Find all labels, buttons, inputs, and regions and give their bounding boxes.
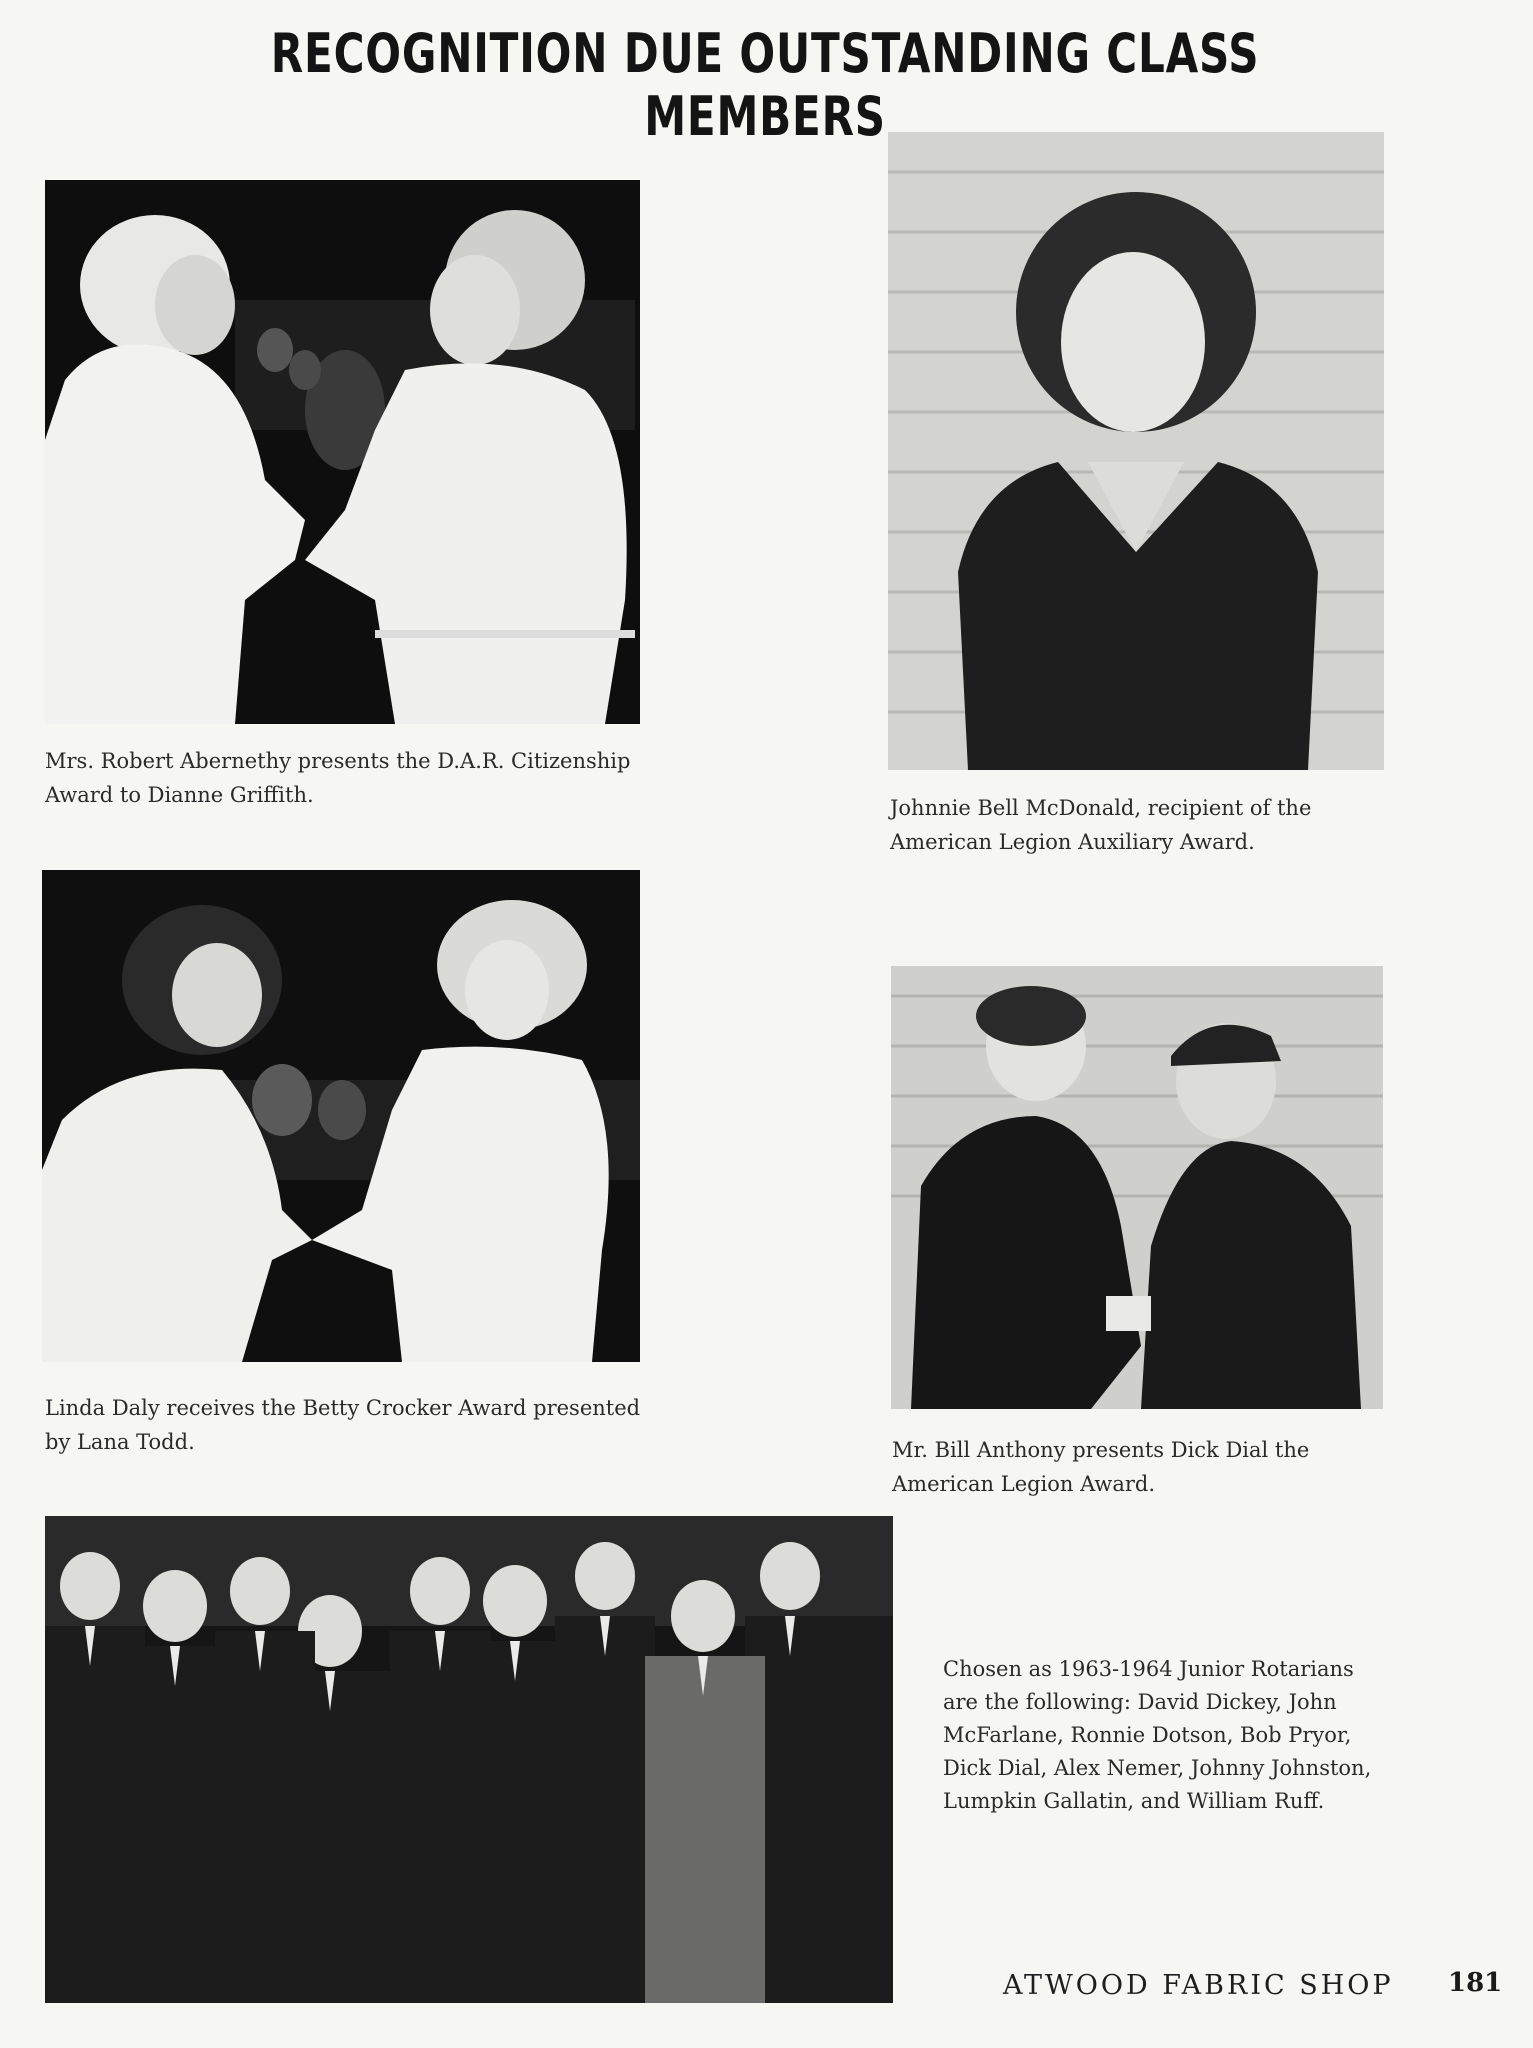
- photo-dar-award: [45, 180, 640, 724]
- caption-legion-auxiliary: Johnnie Bell McDonald, recipient of the American Legion Auxiliary Award.: [890, 796, 1312, 854]
- page-headline: RECOGNITION DUE OUTSTANDING CLASS MEMBERS: [270, 22, 1260, 148]
- photo-junior-rotarians: [45, 1516, 893, 2003]
- caption-legion-award: Mr. Bill Anthony presents Dick Dial the American Legion Award.: [892, 1438, 1310, 1496]
- caption-junior-rotarians: Chosen as 1963-1964 Junior Rotarians are the following: David Dickey, John McFarlane, Ronnie Dotson, Bob Pryor, Dick Dial, Alex Nemer, Johnny Johnston, Lumpkin Gallatin, and William Ruff.: [943, 1657, 1372, 1813]
- caption-betty-crocker: Linda Daly receives the Betty Crocker Award presented by Lana Todd.: [45, 1396, 641, 1454]
- footer-sponsor: ATWOOD FABRIC SHOP: [1003, 1970, 1394, 2001]
- page-number: 181: [1448, 1968, 1503, 1998]
- photo-legion-auxiliary: [888, 132, 1384, 770]
- caption-dar-award: Mrs. Robert Abernethy presents the D.A.R. Citizenship Award to Dianne Griffith.: [45, 749, 631, 807]
- photo-betty-crocker: [42, 870, 640, 1362]
- photo-legion-award: [891, 966, 1383, 1409]
